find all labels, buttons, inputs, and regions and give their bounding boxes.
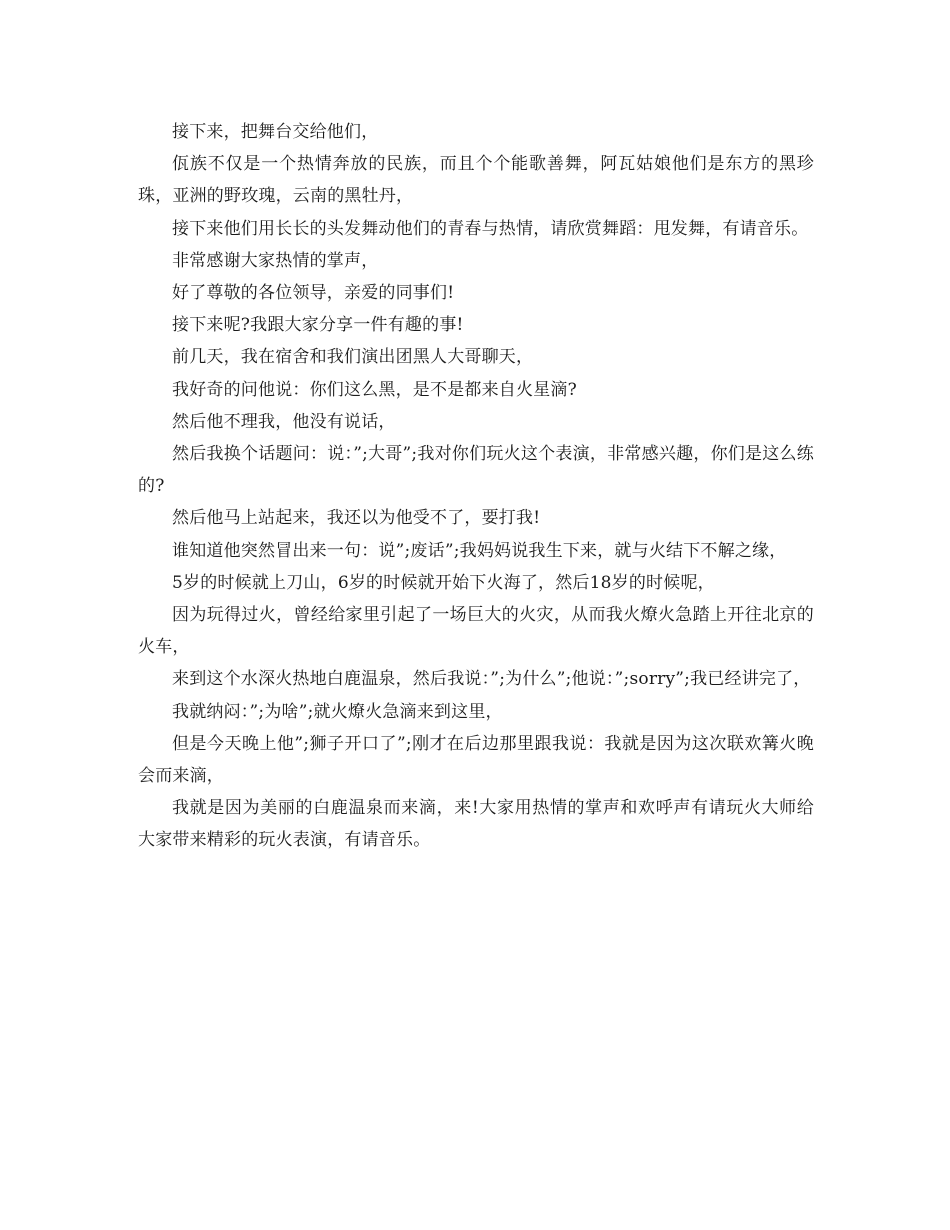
- paragraph: 谁知道他突然冒出来一句：说”;废话”;我妈妈说我生下来，就与火结下不解之缘，: [172, 540, 787, 561]
- paragraph: 接下来，把舞台交给他们，: [172, 122, 379, 142]
- paragraph: 来到这个水深火热地白鹿温泉，然后我说：”;为什么”;他说：”;sorry”;我已经讲完了，: [172, 669, 811, 690]
- paragraph: 佤族不仅是一个热情奔放的民族，而且个个能歌善舞，阿瓦姑娘他们是东方的黑珍珠，亚洲的野玫瑰，云南的黑牡丹，: [138, 154, 814, 207]
- paragraph: 但是今天晚上他”;狮子开口了”;刚才在后边那里跟我说：我就是因为这次联欢篝火晚会而来滴，: [138, 733, 814, 787]
- paragraph: 非常感谢大家热情的掌声，: [172, 250, 379, 271]
- paragraph: 然后他马上站起来，我还以为他受不了，要打我!: [172, 508, 541, 529]
- paragraph: 我就是因为美丽的白鹿温泉而来滴，来!大家用热情的掌声和欢呼声有请玩火大师给大家带来精彩的玩火表演，有请音乐。: [138, 798, 814, 851]
- paragraph: 然后我换个话题问：说：”;大哥”;我对你们玩火这个表演，非常感兴趣，你们是这么练的?: [138, 444, 814, 497]
- paragraph: 因为玩得过火，曾经给家里引起了一场巨大的火灾，从而我火燎火急踏上开往北京的火车，: [138, 605, 814, 658]
- paragraph: 接下来呢?我跟大家分享一件有趣的事!: [172, 315, 464, 336]
- document-body: [138, 116, 814, 857]
- paragraph: 好了尊敬的各位领导，亲爱的同事们!: [172, 283, 455, 304]
- paragraph: 前几天，我在宿舍和我们演出团黑人大哥聊天，: [172, 347, 534, 368]
- paragraph: 5岁的时候就上刀山，6岁的时候就开始下火海了，然后18岁的时候呢，: [172, 572, 715, 593]
- paragraph: 我就纳闷：”;为啥”;就火燎火急滴来到这里，: [172, 701, 503, 722]
- paragraph: 我好奇的问他说：你们这么黑，是不是都来自火星滴?: [172, 379, 577, 400]
- paragraph: 接下来他们用长长的头发舞动他们的青春与热情，请欣赏舞蹈：甩发舞，有请音乐。: [172, 218, 809, 239]
- paragraph: 然后他不理我，他没有说话，: [172, 411, 396, 432]
